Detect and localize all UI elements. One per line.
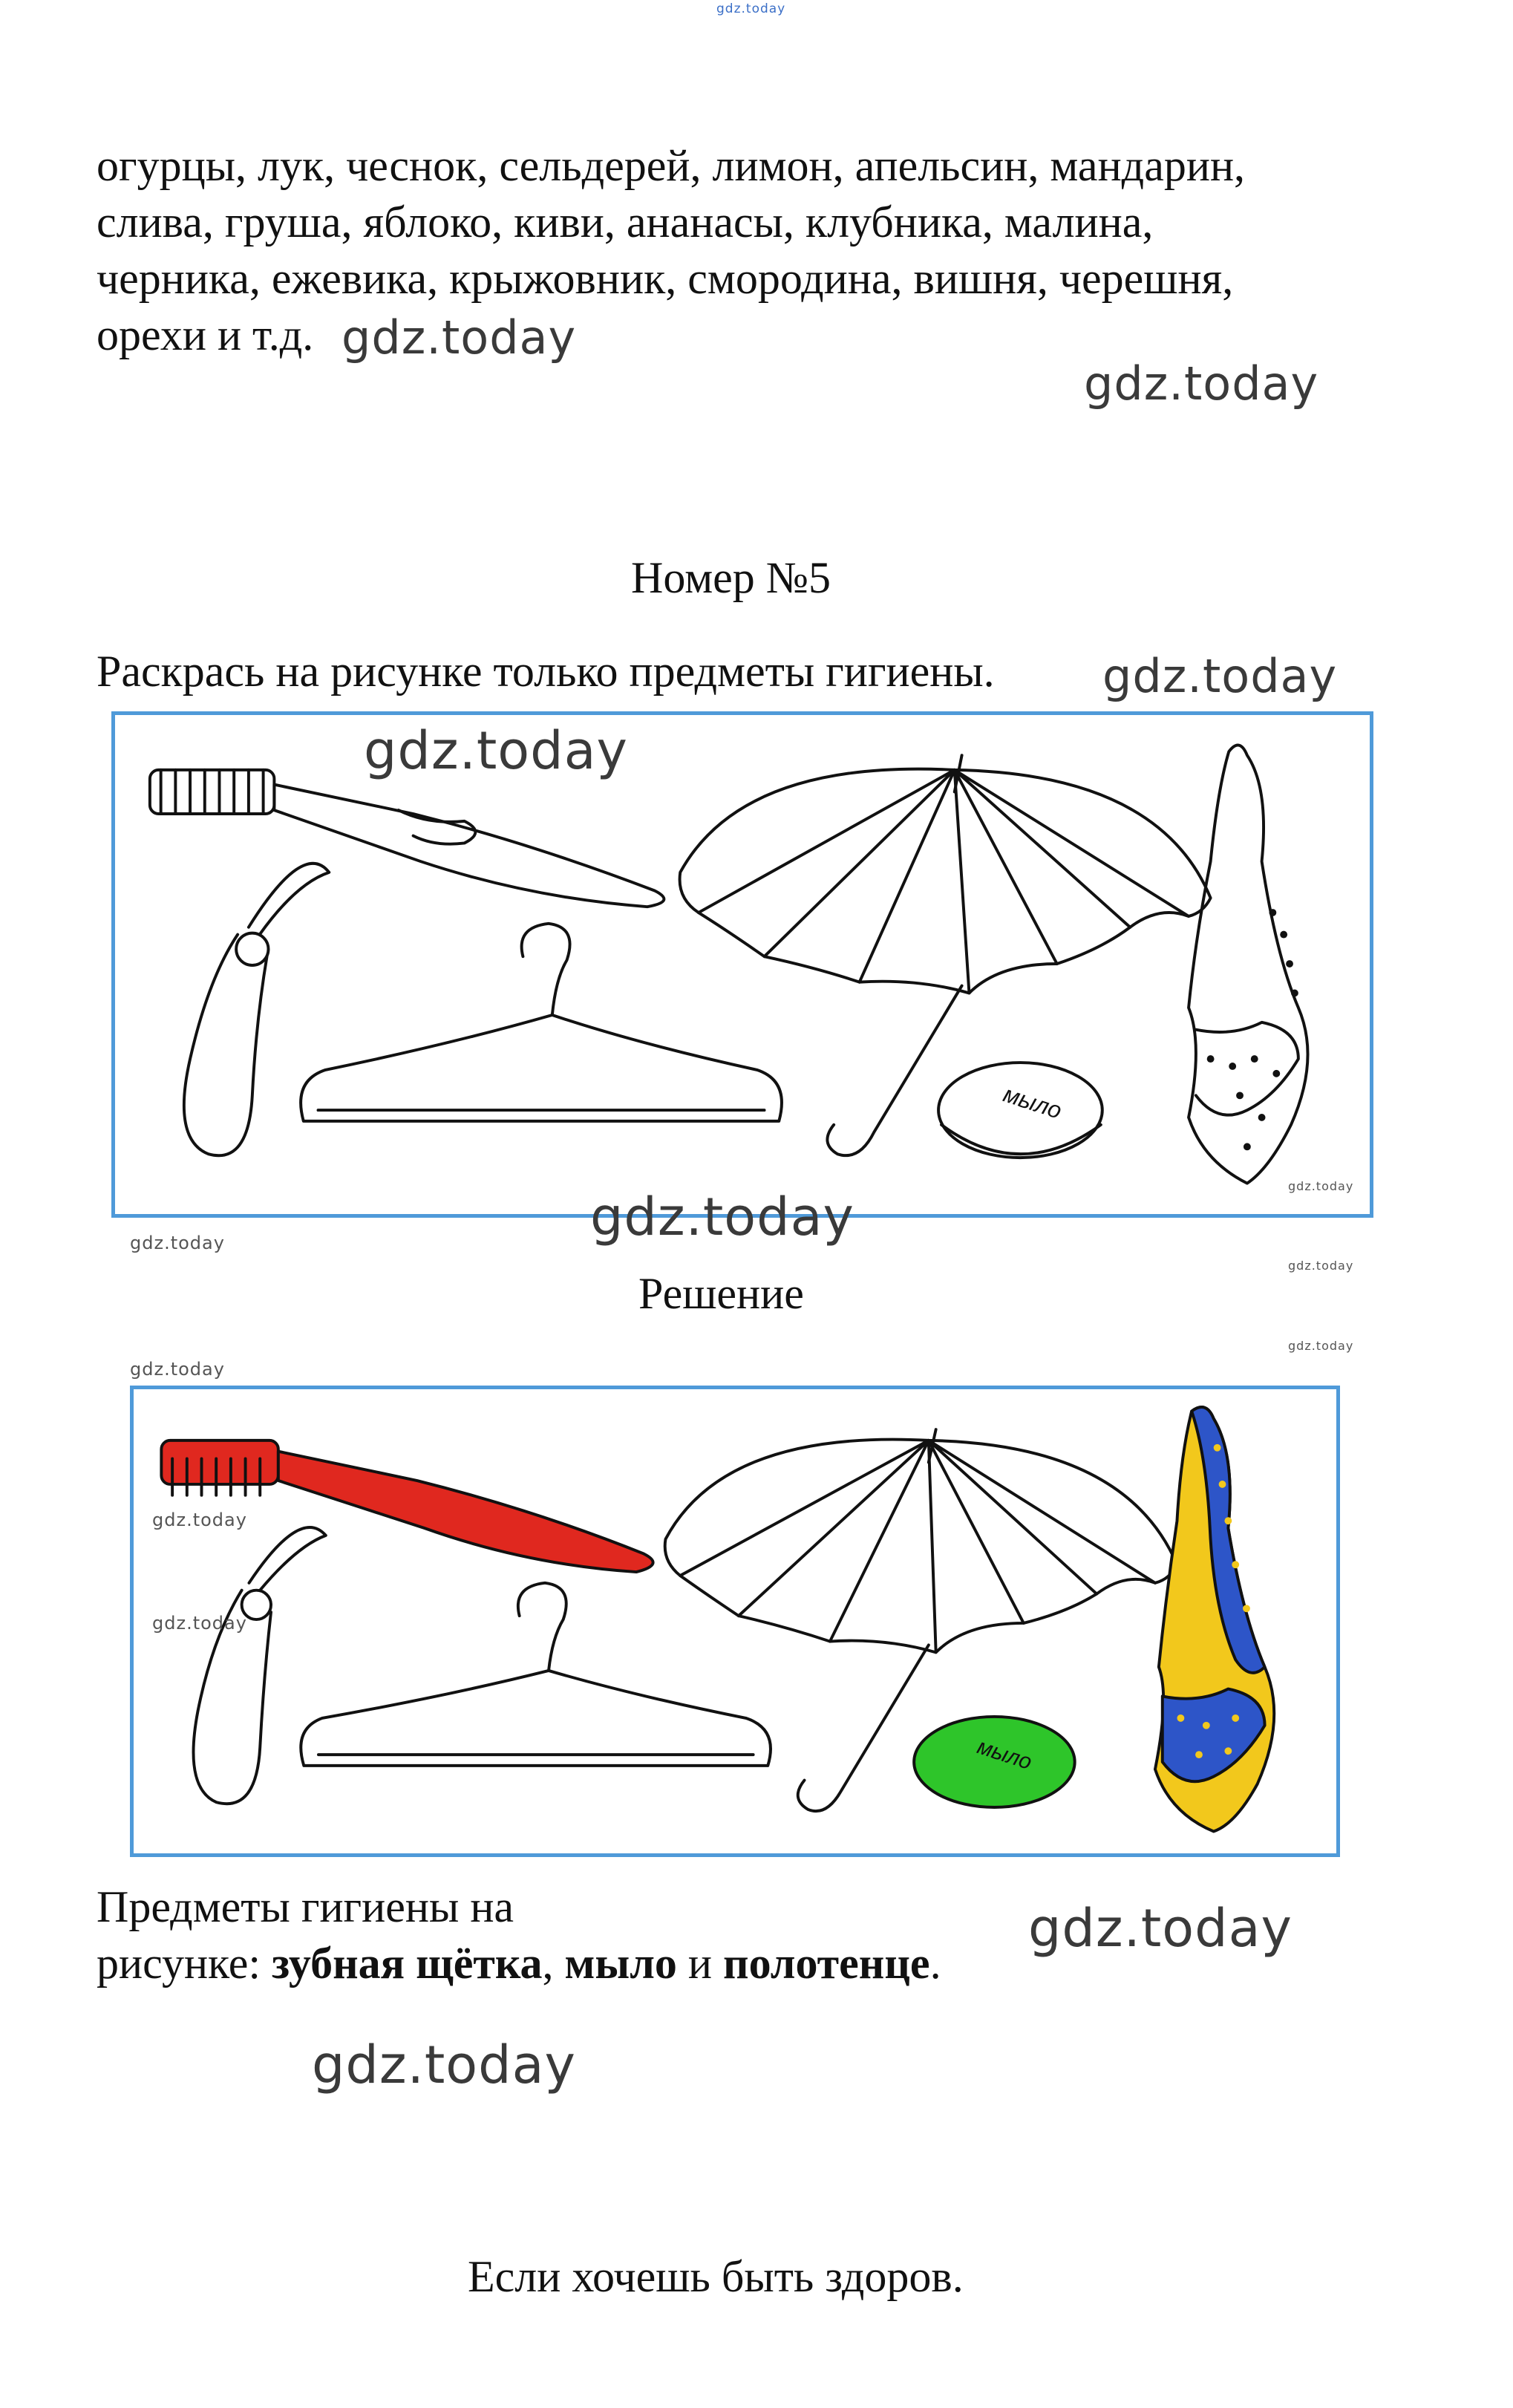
footer-text: Если хочешь быть здоров. (468, 2252, 964, 2301)
answer-separator: , (542, 1939, 565, 1988)
watermark: gdz.today (312, 2035, 576, 2095)
answer-item-toothbrush: зубная щётка (272, 1939, 543, 1988)
task-picture-drawing (115, 715, 1370, 1214)
toothbrush-colored-icon (161, 1440, 653, 1572)
watermark: gdz.today (130, 1359, 225, 1380)
intro-line-4: орехи и т.д. (97, 310, 314, 359)
shoehorn-icon (184, 864, 329, 1155)
watermark: gdz.today (1288, 1179, 1354, 1193)
solution-picture (130, 1386, 1340, 1857)
soap-colored-icon (914, 1717, 1075, 1807)
watermark: gdz.today (1102, 649, 1338, 703)
answer-separator: и (676, 1939, 724, 1988)
section-title: Номер №5 (631, 553, 831, 602)
watermark: gdz.today (1288, 1339, 1354, 1353)
header-watermark: gdz.today (716, 1, 786, 16)
answer-prefix: рисунке: (97, 1939, 272, 1988)
soap-icon (938, 1063, 1102, 1158)
watermark: gdz.today (364, 720, 628, 781)
towel-colored-icon (1155, 1407, 1274, 1831)
watermark: gdz.today (130, 1233, 225, 1253)
answer-end: . (929, 1939, 941, 1988)
intro-line-3: черника, ежевика, крыжовник, смородина, вишня, черешня, (97, 254, 1234, 303)
intro-line-1: огурцы, лук, чеснок, сельдерей, лимон, апельсин, мандарин, (97, 141, 1246, 190)
answer-item-soap: мыло (564, 1939, 677, 1988)
watermark: gdz.today (152, 1613, 247, 1634)
watermark: gdz.today (1288, 1259, 1354, 1273)
watermark: gdz.today (590, 1187, 854, 1247)
solution-picture-drawing (134, 1389, 1336, 1853)
svg-text:мыло: мыло (974, 1734, 1035, 1775)
watermark: gdz.today (152, 1510, 247, 1530)
intro-line-2: слива, груша, яблоко, киви, ананасы, клубника, малина, (97, 198, 1154, 247)
watermark: gdz.today (1084, 356, 1319, 411)
watermark: gdz.today (342, 310, 577, 365)
hanger-icon (301, 924, 782, 1121)
shoehorn-icon (194, 1527, 326, 1804)
task-picture (111, 711, 1373, 1218)
toothbrush-icon (150, 770, 664, 907)
solution-title: Решение (638, 1269, 804, 1318)
svg-text:мыло: мыло (1000, 1080, 1065, 1124)
umbrella-icon (680, 755, 1211, 1155)
answer-line-1: Предметы гигиены на (97, 1882, 514, 1931)
task-text: Раскрась на рисунке только предметы гигиены. (97, 647, 995, 696)
hanger-icon (301, 1583, 771, 1766)
answer-item-towel: полотенце (723, 1939, 930, 1988)
answer-line-2 (97, 1935, 941, 1991)
watermark: gdz.today (1028, 1898, 1293, 1959)
